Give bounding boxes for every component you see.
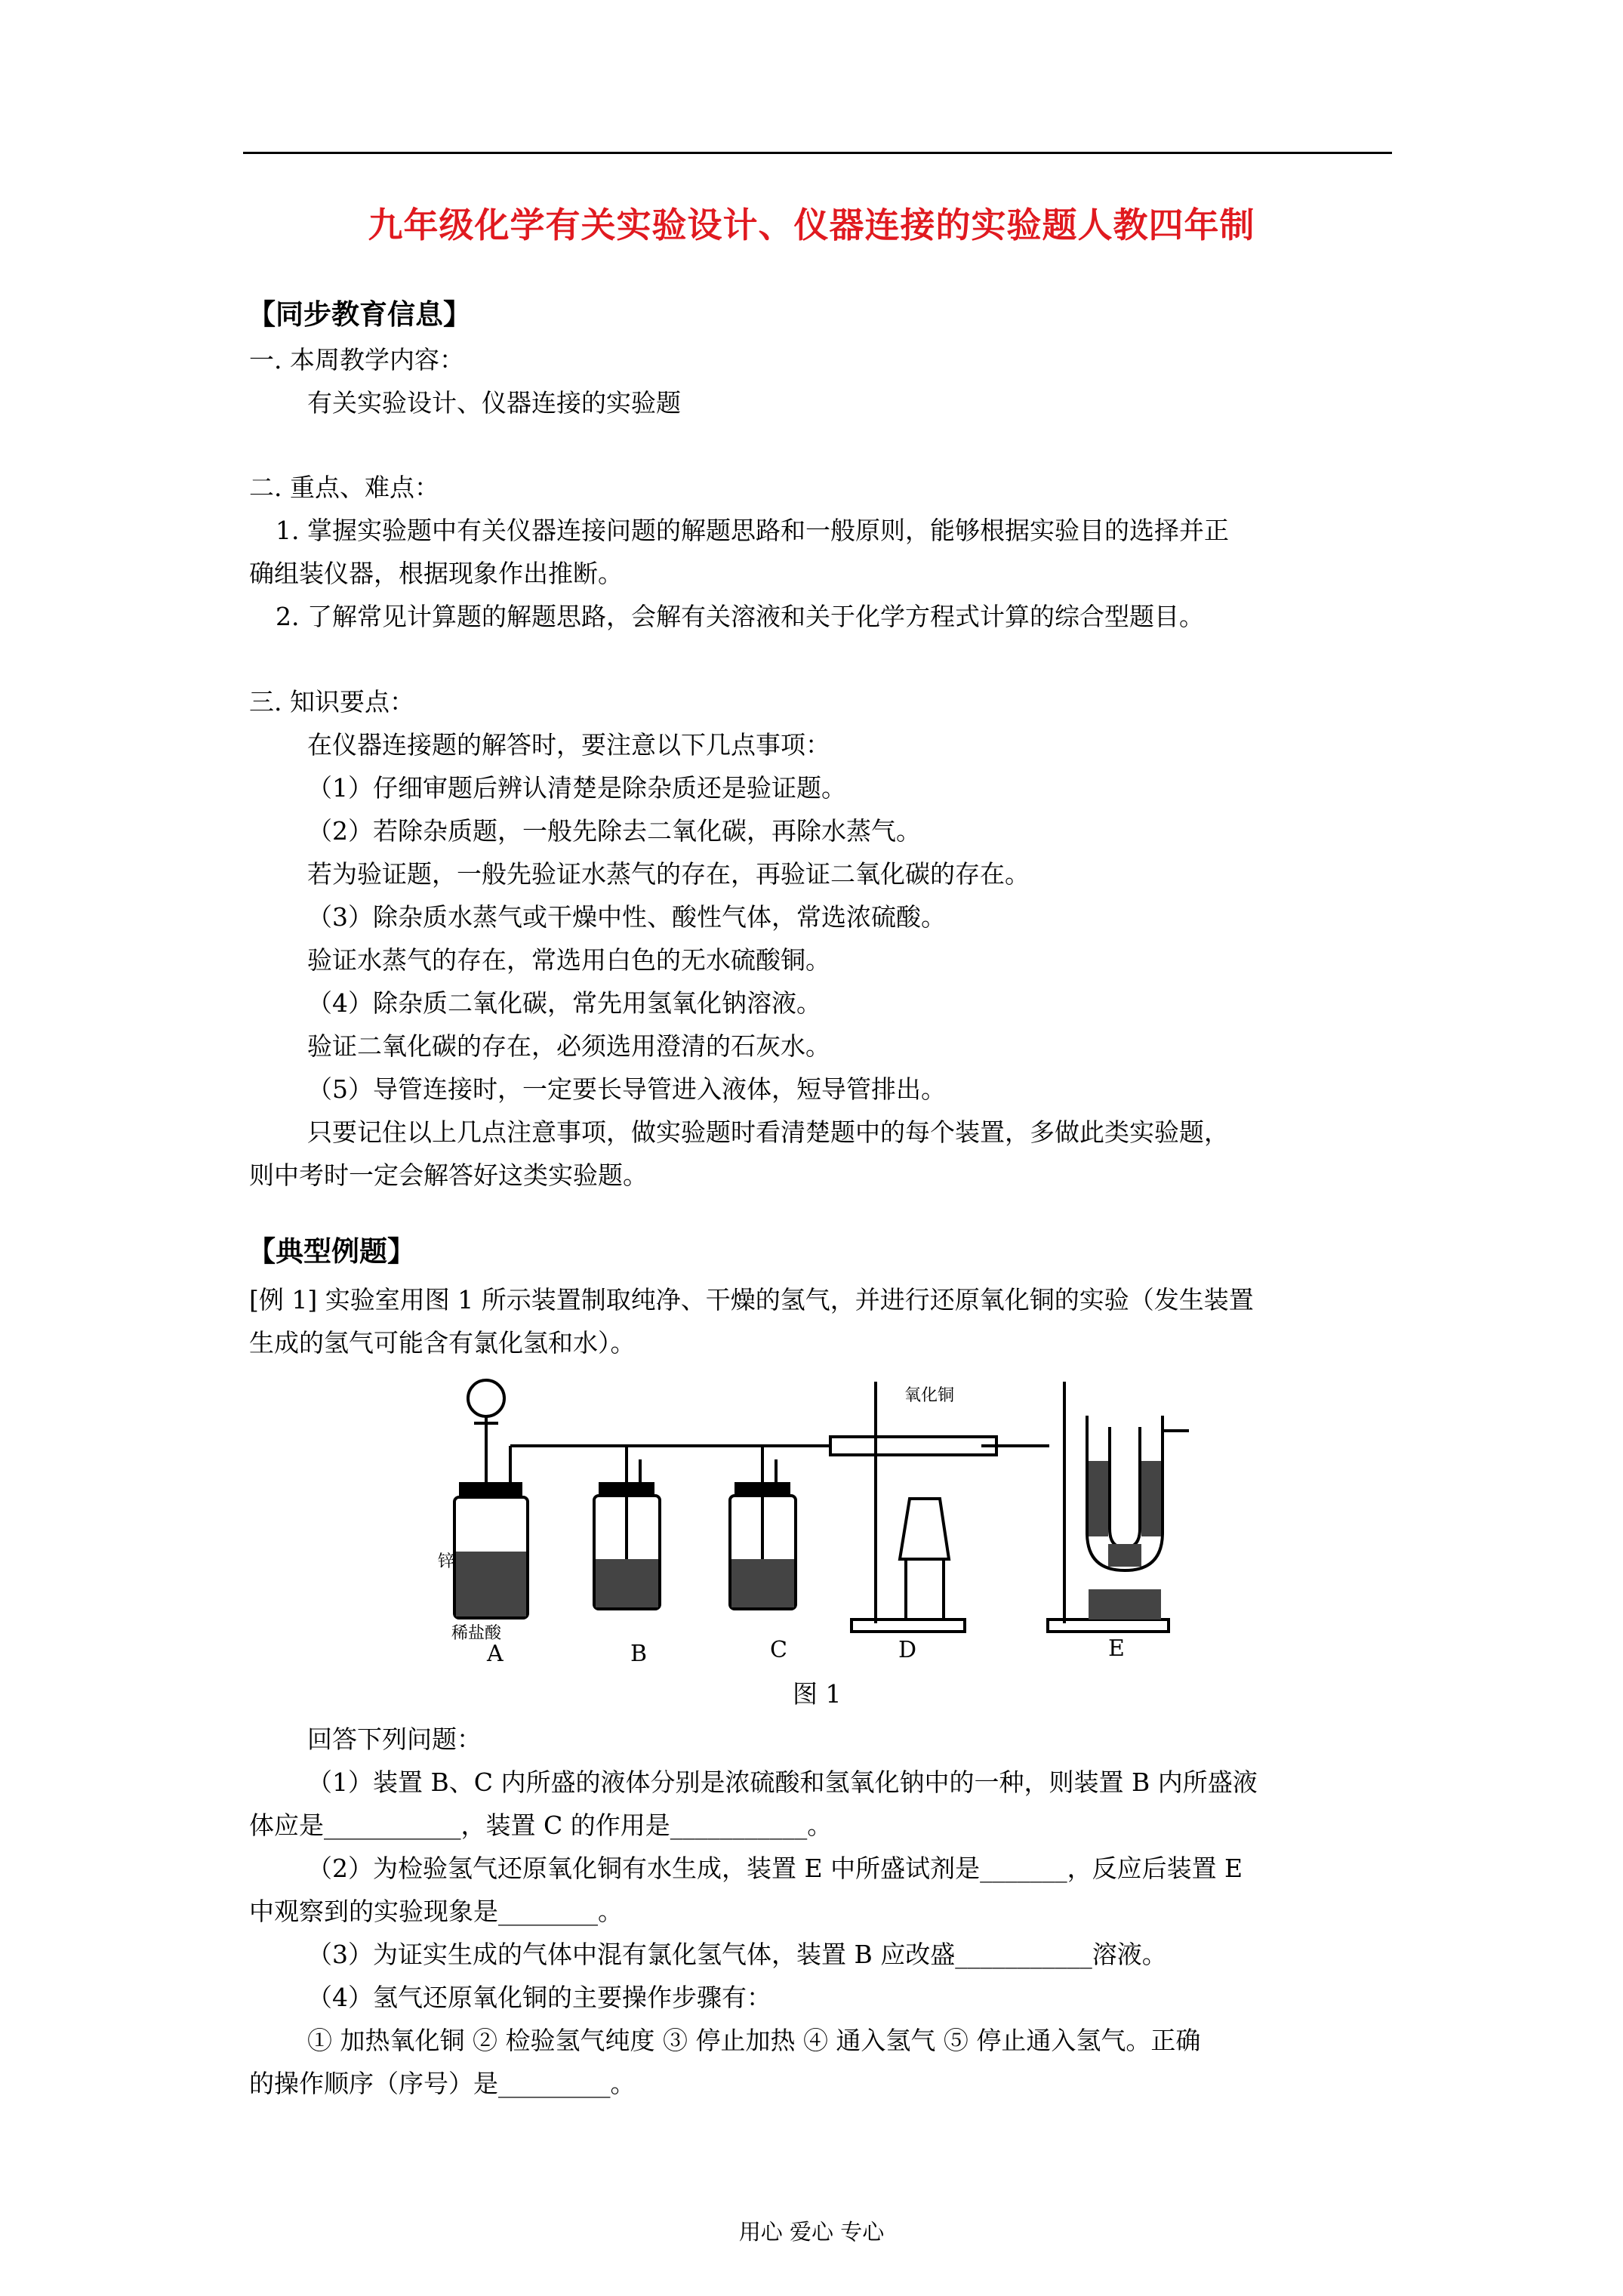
section1-body: 有关实验设计、仪器连接的实验题 [307,388,681,418]
zinc-label: 锌 [438,1552,455,1571]
question1-line1: （1）装置 B、C 内所盛的液体分别是浓硫酸和氢氧化钠中的一种，则装置 B 内所盛液 [307,1767,1258,1797]
knowledge-line: 只要记住以上几点注意事项，做实验题时看清楚题中的每个装置，多做此类实验题， [307,1117,1229,1147]
figure-caption: 图 1 [793,1679,842,1709]
label-e: E [1108,1635,1125,1662]
section2-point1-line1: 1. 掌握实验题中有关仪器连接问题的解题思路和一般原则，能够根据实验目的选择并正 [276,516,1229,545]
header-rule [243,152,1392,154]
knowledge-line: （2）若除杂质题，一般先除去二氧化碳，再除水蒸气。 [307,816,921,846]
question3: （3）为证实生成的气体中混有氯化氢气体，装置 B 应改盛___________溶液。 [307,1940,1167,1969]
section2-point1-line2: 确组装仪器，根据现象作出推断。 [249,559,623,588]
page-footer: 用心 爱心 专心 [738,2219,885,2245]
question2-line2: 中观察到的实验现象是________。 [249,1897,623,1926]
question2-line1: （2）为检验氢气还原氧化铜有水生成，装置 E 中所盛试剂是_______，反应后装置 E [307,1854,1243,1883]
label-a: A [487,1641,504,1665]
section-sync-heading: 【同步教育信息】 [248,297,471,331]
question1-line2: 体应是___________，装置 C 的作用是___________。 [249,1811,833,1840]
knowledge-line: 验证水蒸气的存在，常选用白色的无水硫酸铜。 [307,945,830,975]
knowledge-line: （1）仔细审题后辨认清楚是除杂质还是验证题。 [307,773,846,803]
example1-line2: 生成的氢气可能含有氯化氢和水）。 [249,1328,636,1358]
knowledge-line: 在仪器连接题的解答时，要注意以下几点事项： [307,730,830,760]
label-d: D [898,1637,917,1663]
knowledge-line: （5）导管连接时，一定要长导管进入液体，短导管排出。 [307,1074,946,1104]
knowledge-line: 若为验证题，一般先验证水蒸气的存在，再验证二氧化碳的存在。 [307,859,1030,889]
knowledge-line: 验证二氧化碳的存在，必须选用澄清的石灰水。 [307,1031,830,1061]
section2-heading: 二. 重点、难点： [249,473,439,502]
question-intro: 回答下列问题： [307,1724,482,1754]
example1-line1: [例 1] 实验室用图 1 所示装置制取纯净、干燥的氢气，并进行还原氧化铜的实验（发生装置 [249,1285,1254,1314]
section1-heading: 一. 本周教学内容： [249,345,464,374]
apparatus-figure [438,1370,1193,1665]
section3-heading: 三. 知识要点： [249,687,414,717]
page-title: 九年级化学有关实验设计、仪器连接的实验题人教四年制 [368,205,1255,245]
question4-line2: ① 加热氧化铜 ② 检验氢气纯度 ③ 停止加热 ④ 通入氢气 ⑤ 停止通入氢气。正确 [307,2026,1201,2055]
label-b: B [630,1641,648,1665]
knowledge-line: （3）除杂质水蒸气或干燥中性、酸性气体，常选浓硫酸。 [307,902,946,932]
section-example-heading: 【典型例题】 [248,1234,415,1268]
knowledge-line: （4）除杂质二氧化碳，常先用氢氧化钠溶液。 [307,988,821,1018]
question4-line1: （4）氢气还原氧化铜的主要操作步骤有： [307,1983,771,2012]
label-c: C [770,1637,787,1663]
question4-line3: 的操作顺序（序号）是_________。 [249,2069,636,2098]
cuo-label: 氧化铜 [904,1386,955,1405]
section2-point2: 2. 了解常见计算题的解题思路，会解有关溶液和关于化学方程式计算的综合型题目。 [276,602,1204,631]
knowledge-line: 则中考时一定会解答好这类实验题。 [249,1160,648,1190]
acid-label: 稀盐酸 [451,1624,502,1643]
